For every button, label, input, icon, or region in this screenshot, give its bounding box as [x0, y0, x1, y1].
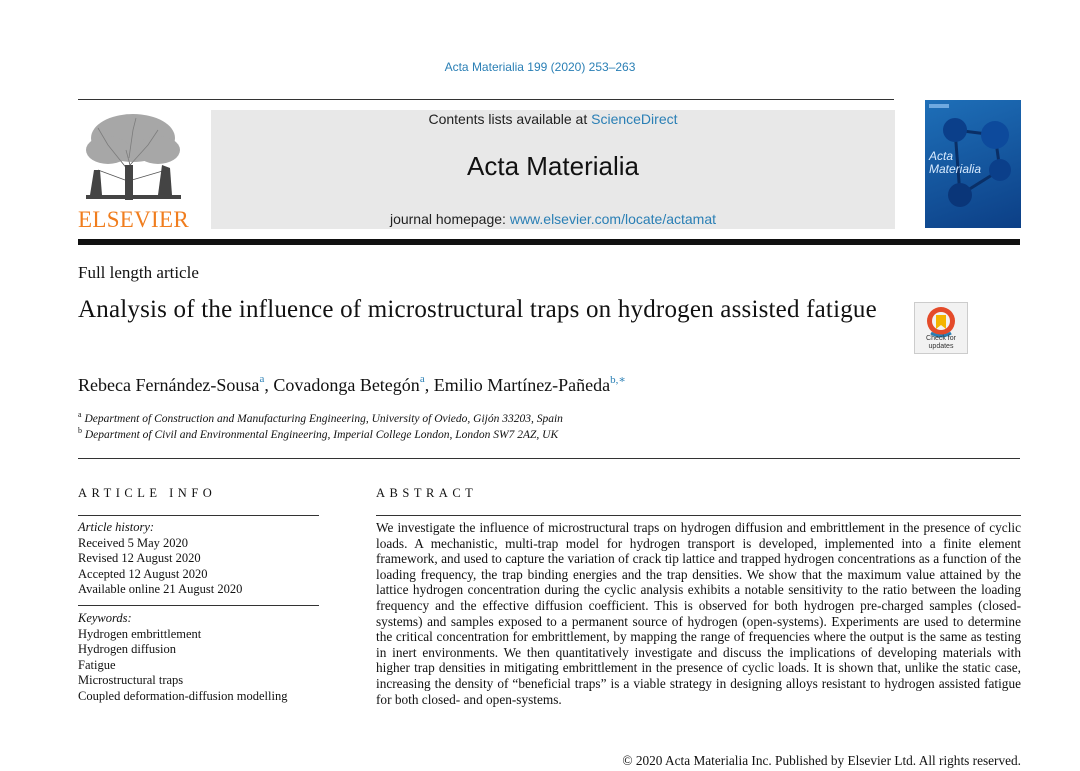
check-updates-label: Check for updates — [926, 335, 956, 350]
elsevier-wordmark: ELSEVIER — [78, 207, 189, 232]
author-affiliation-mark[interactable]: a — [419, 373, 425, 385]
author-affiliation-mark[interactable]: a — [259, 373, 265, 385]
article-info-rule — [78, 515, 319, 516]
keyword: Hydrogen embrittlement — [78, 626, 202, 641]
header-top-rule — [78, 99, 894, 100]
article-type: Full length article — [78, 263, 199, 282]
keywords-list — [78, 611, 318, 704]
history-label: Article history: — [78, 520, 155, 534]
article-title: Analysis of the influence of microstructural traps on hydrogen assisted fatigue — [78, 296, 877, 323]
abstract-text: We investigate the influence of microstructural traps on hydrogen diffusion and embrittlement in the presence of cyclic loads. A mechanistic, multi-trap model for hydrogen transport is developed, implemented into a finite element framework, and used to capture the variation of crack tip lattice and trapped hydrogen concentrations as a function of the loading frequency, the trap binding energies and the trap densities. We show that the maximum value attained by the lattice hydrogen concentration during the cyclic analysis exhibits a notable sensitivity to the ratio between the loading frequency and the effective diffusion coefficient. This is observed for both hydrogen pre-charged samples (closed-systems) and samples exposed to a permanent source of hydrogen (open-systems). Experiments are used to determine the critical concentration for embrittlement, by mapping the range of frequencies where the output is the same as testing in inert environments. We then quantitatively investigate and discuss the implications of developing materials with higher trap densities in mitigating embrittlement in the presence of cyclic loads. It is shown that, unlike the static case, increasing the density of “beneficial traps” is a viable strategy in designing alloys resistant to hydrogen assisted fatigue for both closed- and open-systems. — [376, 520, 1021, 707]
copyright-notice: © 2020 Acta Materialia Inc. Published by Elsevier Ltd. All rights reserved. — [622, 753, 1021, 768]
article-info-heading: ARTICLE INFO — [78, 486, 217, 500]
journal-name: Acta Materialia — [467, 151, 639, 181]
homepage-prefix: journal homepage: — [389, 211, 510, 227]
affiliation-mark: b — [78, 426, 82, 435]
article-history — [78, 520, 318, 598]
keyword: Coupled deformation-diffusion modelling — [78, 688, 288, 703]
history-item: Received 5 May 2020 — [78, 535, 189, 550]
author-list: Rebeca Fernández-Sousa$^a$, Covadonga Betegón$^a$, Emilio Martínez-Pañeda$^{b,∗}$ — [78, 373, 626, 395]
history-item: Available online 21 August 2020 — [78, 582, 243, 596]
author-name[interactable]: Covadonga Betegón — [273, 375, 420, 395]
homepage-line — [211, 211, 895, 227]
abstract-rule — [376, 515, 1021, 516]
affiliation-text: Department of Construction and Manufacturing Engineering, University of Oviedo, Gijón 33203, Spain — [84, 412, 563, 425]
keywords-rule — [78, 605, 319, 606]
journal-cover-image[interactable] — [925, 100, 1021, 228]
affiliation-mark: a — [78, 410, 82, 419]
journal-citation[interactable]: Acta Materialia 199 (2020) 253–263 — [444, 60, 636, 74]
contents-prefix: Contents lists available at — [428, 111, 592, 127]
keyword: Microstructural traps — [78, 673, 184, 687]
affiliation-a — [78, 410, 563, 425]
journal-homepage-link[interactable]: www.elsevier.com/locate/actamat — [509, 211, 717, 227]
cover-title: Acta Materialia — [929, 149, 982, 176]
keyword: Hydrogen diffusion — [78, 642, 177, 656]
keywords-label: Keywords: — [78, 611, 132, 625]
author-name[interactable]: Rebeca Fernández-Sousa — [78, 375, 260, 395]
history-item: Revised 12 August 2020 — [78, 551, 201, 565]
header-thick-rule — [78, 239, 1020, 245]
sciencedirect-link[interactable]: ScienceDirect — [591, 111, 678, 127]
affiliation-text: Department of Civil and Environmental Engineering, Imperial College London, London SW7 2AZ, UK — [84, 428, 559, 441]
keyword: Fatigue — [78, 657, 116, 672]
affiliations-rule — [78, 458, 1020, 459]
check-for-updates-button[interactable] — [914, 302, 968, 354]
author-name[interactable]: Emilio Martínez-Pañeda — [433, 375, 611, 395]
contents-line — [211, 111, 895, 127]
history-item: Accepted 12 August 2020 — [78, 566, 208, 581]
affiliation-b — [78, 426, 558, 441]
author-affiliation-mark[interactable]: b,∗ — [610, 374, 626, 386]
abstract-heading: ABSTRACT — [376, 486, 478, 500]
